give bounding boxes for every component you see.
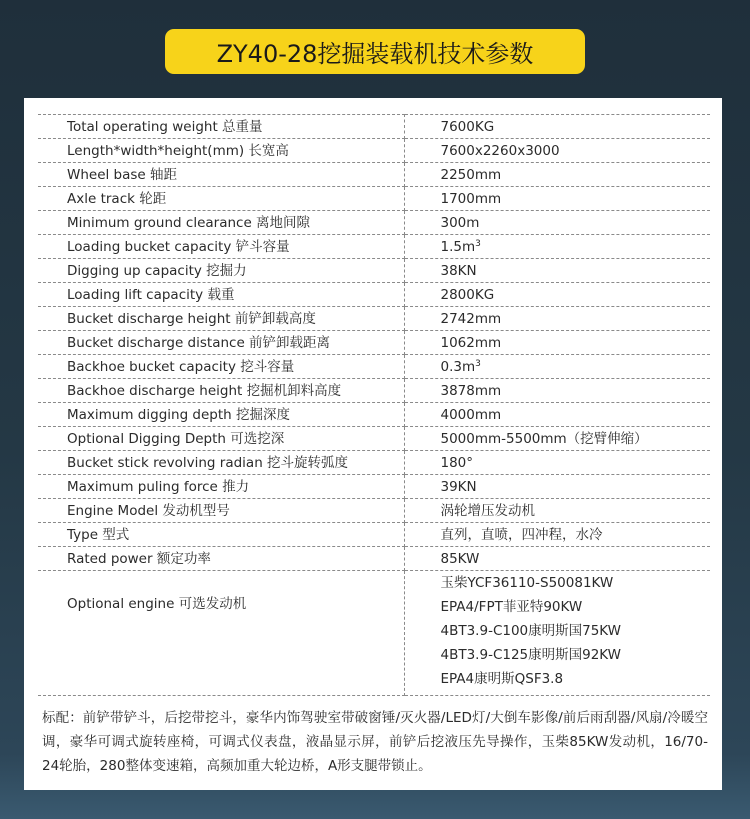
- spec-row: [38, 451, 710, 475]
- spec-row: [38, 211, 710, 235]
- spec-label: Rated power 额定功率: [38, 547, 404, 571]
- spec-label: Backhoe discharge height 挖掘机卸料高度: [38, 379, 404, 403]
- superscript: 3: [475, 238, 481, 249]
- superscript: 3: [475, 358, 481, 369]
- spec-value: [404, 235, 710, 259]
- spec-label: Length*width*height(mm) 长宽高: [38, 139, 404, 163]
- spec-value-text: 1.5m: [440, 238, 476, 255]
- spec-value-text: 0.3m: [440, 358, 476, 375]
- spec-label: Bucket discharge distance 前铲卸载距离: [38, 331, 404, 355]
- engine-option: EPA4康明斯QSF3.8: [440, 671, 564, 687]
- spec-table-body: [38, 115, 710, 696]
- spec-row: [38, 187, 710, 211]
- spec-value: 85KW: [404, 547, 710, 571]
- spec-row: [38, 235, 710, 259]
- spec-label: Maximum digging depth 挖掘深度: [38, 403, 404, 427]
- spec-row: [38, 259, 710, 283]
- spec-value: 3878mm: [404, 379, 710, 403]
- spec-row: [38, 427, 710, 451]
- spec-row-optional-engine: [38, 571, 710, 696]
- spec-row: [38, 379, 710, 403]
- spec-row: [38, 403, 710, 427]
- spec-row: [38, 283, 710, 307]
- spec-label: Type 型式: [38, 523, 404, 547]
- spec-value: 4000mm: [404, 403, 710, 427]
- spec-panel: [24, 98, 722, 790]
- spec-row: [38, 331, 710, 355]
- spec-label: Bucket discharge height 前铲卸载高度: [38, 307, 404, 331]
- spec-label: Wheel base 轴距: [38, 163, 404, 187]
- spec-value: 180°: [404, 451, 710, 475]
- spec-label: Optional Digging Depth 可选挖深: [38, 427, 404, 451]
- spec-table: [38, 114, 710, 696]
- spec-row: [38, 139, 710, 163]
- spec-label: Maximum puling force 推力: [38, 475, 404, 499]
- spec-row: [38, 475, 710, 499]
- spec-value: 39KN: [404, 475, 710, 499]
- spec-row: [38, 163, 710, 187]
- engine-option: 4BT3.9-C100康明斯国75KW: [440, 623, 622, 639]
- page-title-banner: [165, 29, 585, 74]
- spec-value: 7600x2260x3000: [404, 139, 710, 163]
- optional-engine-list: [404, 571, 710, 696]
- spec-value: 1700mm: [404, 187, 710, 211]
- engine-option: EPA4/FPT菲亚特90KW: [440, 599, 583, 615]
- spec-label: Axle track 轮距: [38, 187, 404, 211]
- spec-value: 2742mm: [404, 307, 710, 331]
- spec-label: Backhoe bucket capacity 挖斗容量: [38, 355, 404, 379]
- spec-label: Bucket stick revolving radian 挖斗旋转弧度: [38, 451, 404, 475]
- page-title: ZY40-28挖掘装载机技术参数: [216, 40, 534, 68]
- engine-option: 玉柴YCF36110-S50081KW: [440, 575, 614, 591]
- spec-value: 涡轮增压发动机: [404, 499, 710, 523]
- spec-value: [404, 355, 710, 379]
- spec-row: [38, 499, 710, 523]
- spec-value: 2800KG: [404, 283, 710, 307]
- spec-label: Minimum ground clearance 离地间隙: [38, 211, 404, 235]
- spec-value: 5000mm-5500mm（挖臂伸缩）: [404, 427, 710, 451]
- spec-row: [38, 307, 710, 331]
- spec-label: Loading lift capacity 载重: [38, 283, 404, 307]
- engine-option: 4BT3.9-C125康明斯国92KW: [440, 647, 622, 663]
- spec-value: 直列，直喷，四冲程，水冷: [404, 523, 710, 547]
- spec-value: 2250mm: [404, 163, 710, 187]
- standard-config-notes: 标配：前铲带铲斗，后挖带挖斗，豪华内饰驾驶室带破窗锤/灭火器/LED灯/大倒车影像/前后雨刮器/风扇/冷暖空调，豪华可调式旋转座椅，可调式仪表盘，液晶显示屏，前铲后挖液压先导操作，玉柴85KW发动机，16/70-24轮胎，280整体变速箱，高频加重大轮边桥，A形支腿带锁止。: [42, 710, 708, 774]
- spec-label: Optional engine 可选发动机: [38, 571, 404, 696]
- spec-row: [38, 547, 710, 571]
- spec-value: 300m: [404, 211, 710, 235]
- spec-label: Total operating weight 总重量: [38, 115, 404, 139]
- spec-row: [38, 523, 710, 547]
- spec-value: 1062mm: [404, 331, 710, 355]
- spec-row: [38, 115, 710, 139]
- spec-value: 38KN: [404, 259, 710, 283]
- spec-value: 7600KG: [404, 115, 710, 139]
- spec-label: Engine Model 发动机型号: [38, 499, 404, 523]
- spec-label: Digging up capacity 挖掘力: [38, 259, 404, 283]
- spec-row: [38, 355, 710, 379]
- spec-label: Loading bucket capacity 铲斗容量: [38, 235, 404, 259]
